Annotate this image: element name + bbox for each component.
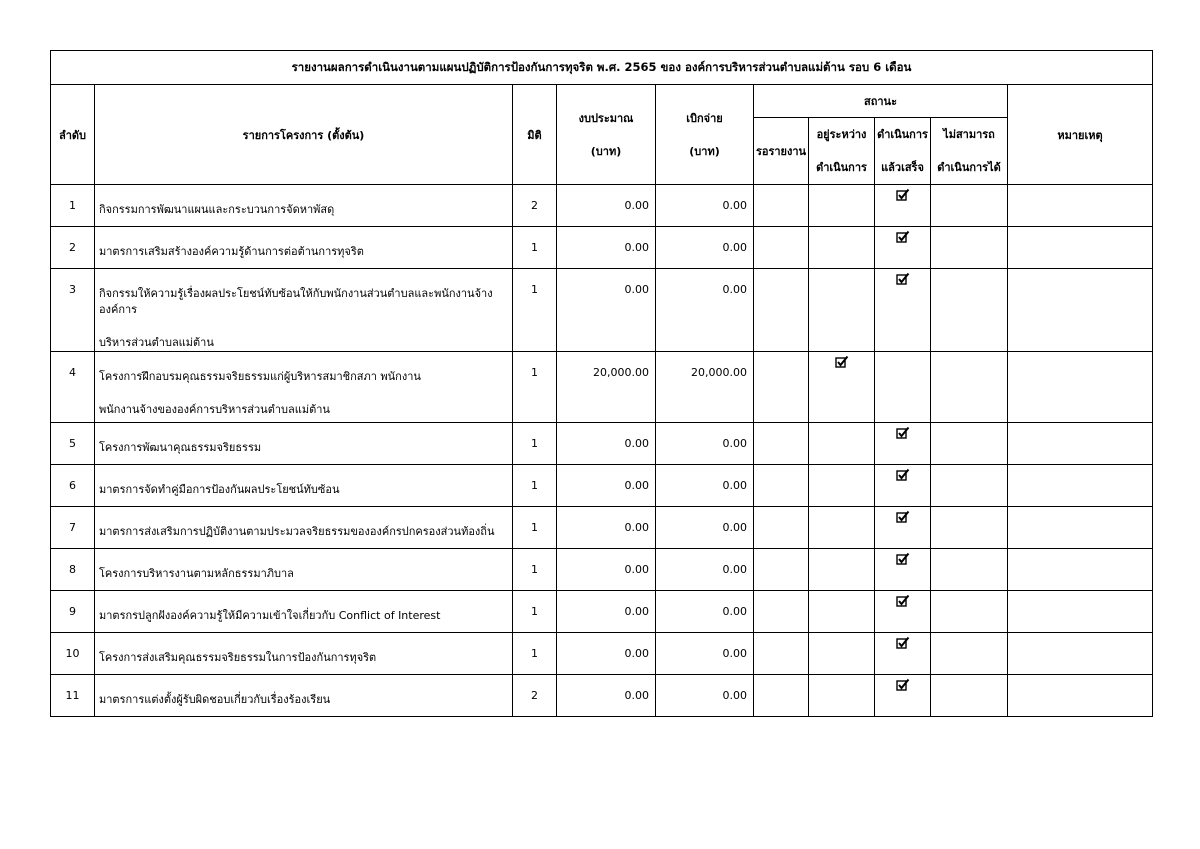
status-unable-cell xyxy=(931,633,1008,675)
dimension-cell: 2 xyxy=(513,675,557,717)
table-row xyxy=(51,423,1153,465)
table-body xyxy=(51,185,1153,717)
status-waiting-cell xyxy=(754,591,809,633)
status-unable-cell xyxy=(931,423,1008,465)
remarks-cell xyxy=(1008,423,1153,465)
row-number: 5 xyxy=(51,423,95,465)
row-number: 9 xyxy=(51,591,95,633)
checkbox-checked-icon xyxy=(896,230,910,244)
table-row xyxy=(51,269,1153,352)
header-status-unable-line1: ไม่สามารถ xyxy=(943,128,995,141)
spent-cell: 0.00 xyxy=(656,633,754,675)
table-row xyxy=(51,633,1153,675)
table-row xyxy=(51,185,1153,227)
budget-cell: 0.00 xyxy=(557,423,656,465)
spent-cell: 0.00 xyxy=(656,675,754,717)
dimension-cell: 1 xyxy=(513,269,557,352)
status-done-cell xyxy=(875,465,931,507)
status-done-cell xyxy=(875,633,931,675)
dimension-cell: 1 xyxy=(513,591,557,633)
spent-cell: 0.00 xyxy=(656,227,754,269)
project-name-cell: มาตรการส่งเสริมการปฏิบัติงานตามประมวลจริยธรรมขององค์กรปกครองส่วนท้องถิ่น xyxy=(95,507,513,549)
project-name-cell xyxy=(95,269,513,352)
header-status-in-progress xyxy=(809,118,875,185)
checkbox-checked-icon xyxy=(896,678,910,692)
header-status-in-progress-line1: อยู่ระหว่าง xyxy=(816,128,867,141)
dimension-cell: 1 xyxy=(513,352,557,423)
header-remarks: หมายเหตุ xyxy=(1008,85,1153,185)
checkbox-checked-icon xyxy=(835,355,849,369)
header-budget-line2: (บาท) xyxy=(590,144,622,158)
status-done-cell xyxy=(875,675,931,717)
budget-cell: 0.00 xyxy=(557,269,656,352)
project-name-cell xyxy=(95,352,513,423)
checkbox-checked-icon xyxy=(896,510,910,524)
table-row xyxy=(51,591,1153,633)
status-unable-cell xyxy=(931,549,1008,591)
dimension-cell: 1 xyxy=(513,507,557,549)
status-in-progress-cell xyxy=(809,549,875,591)
spent-cell: 0.00 xyxy=(656,591,754,633)
status-done-cell xyxy=(875,591,931,633)
status-unable-cell xyxy=(931,185,1008,227)
status-in-progress-cell xyxy=(809,227,875,269)
row-number: 2 xyxy=(51,227,95,269)
status-done-cell xyxy=(875,185,931,227)
header-status-unable-line2: ดำเนินการได้ xyxy=(937,161,1001,174)
checkbox-checked-icon xyxy=(896,552,910,566)
remarks-cell xyxy=(1008,591,1153,633)
table-row xyxy=(51,675,1153,717)
project-name-cell: โครงการบริหารงานตามหลักธรรมาภิบาล xyxy=(95,549,513,591)
project-name-line1: กิจกรรมให้ความรู้เรื่องผลประโยชน์ทับซ้อนให้กับพนักงานส่วนตำบลและพนักงานจ้างองค์การ xyxy=(99,287,493,316)
status-waiting-cell xyxy=(754,549,809,591)
row-number: 8 xyxy=(51,549,95,591)
table-row xyxy=(51,549,1153,591)
table-row xyxy=(51,352,1153,423)
budget-cell: 0.00 xyxy=(557,507,656,549)
row-number: 11 xyxy=(51,675,95,717)
row-number: 6 xyxy=(51,465,95,507)
header-status-waiting: รอรายงาน xyxy=(754,118,809,185)
header-status-done-line2: แล้วเสร็จ xyxy=(881,161,924,174)
status-unable-cell xyxy=(931,675,1008,717)
budget-cell: 0.00 xyxy=(557,185,656,227)
status-waiting-cell xyxy=(754,352,809,423)
header-project: รายการโครงการ (ตั้งต้น) xyxy=(95,85,513,185)
remarks-cell xyxy=(1008,185,1153,227)
spent-cell: 0.00 xyxy=(656,507,754,549)
budget-cell: 0.00 xyxy=(557,227,656,269)
project-name-cell: มาตรการแต่งตั้งผู้รับผิดชอบเกี่ยวกับเรื่องร้องเรียน xyxy=(95,675,513,717)
header-dimension: มิติ xyxy=(513,85,557,185)
row-number: 4 xyxy=(51,352,95,423)
row-number: 1 xyxy=(51,185,95,227)
header-order: ลำดับ xyxy=(51,85,95,185)
spent-cell: 20,000.00 xyxy=(656,352,754,423)
table-row xyxy=(51,507,1153,549)
project-name-cell: มาตรการจัดทำคู่มือการป้องกันผลประโยชน์ทับซ้อน xyxy=(95,465,513,507)
project-name-line2: บริหารส่วนตำบลแม่ต้าน xyxy=(99,336,214,349)
spent-cell: 0.00 xyxy=(656,185,754,227)
status-in-progress-cell xyxy=(809,507,875,549)
budget-cell: 0.00 xyxy=(557,591,656,633)
dimension-cell: 1 xyxy=(513,549,557,591)
project-name-cell: โครงการส่งเสริมคุณธรรมจริยธรรมในการป้องกันการทุจริต xyxy=(95,633,513,675)
spent-cell: 0.00 xyxy=(656,423,754,465)
budget-cell: 0.00 xyxy=(557,633,656,675)
remarks-cell xyxy=(1008,675,1153,717)
status-in-progress-cell xyxy=(809,185,875,227)
remarks-cell xyxy=(1008,549,1153,591)
header-status-unable xyxy=(931,118,1008,185)
status-in-progress-cell xyxy=(809,591,875,633)
checkbox-checked-icon xyxy=(896,188,910,202)
remarks-cell xyxy=(1008,507,1153,549)
status-done-cell xyxy=(875,549,931,591)
status-unable-cell xyxy=(931,269,1008,352)
checkbox-checked-icon xyxy=(896,468,910,482)
project-name-cell: มาตรกรปลูกฝังองค์ความรู้ให้มีความเข้าใจเกี่ยวกับ Conflict of Interest xyxy=(95,591,513,633)
header-status-done-line1: ดำเนินการ xyxy=(877,128,928,141)
checkbox-checked-icon xyxy=(896,426,910,440)
status-in-progress-cell xyxy=(809,352,875,423)
project-name-cell: โครงการพัฒนาคุณธรรมจริยธรรม xyxy=(95,423,513,465)
table-row xyxy=(51,465,1153,507)
row-number: 3 xyxy=(51,269,95,352)
dimension-cell: 2 xyxy=(513,185,557,227)
budget-cell: 0.00 xyxy=(557,675,656,717)
status-waiting-cell xyxy=(754,465,809,507)
spent-cell: 0.00 xyxy=(656,465,754,507)
dimension-cell: 1 xyxy=(513,423,557,465)
report-table xyxy=(50,50,1153,717)
remarks-cell xyxy=(1008,269,1153,352)
status-in-progress-cell xyxy=(809,675,875,717)
dimension-cell: 1 xyxy=(513,227,557,269)
status-done-cell xyxy=(875,423,931,465)
header-status: สถานะ xyxy=(754,85,1008,118)
status-done-cell xyxy=(875,227,931,269)
dimension-cell: 1 xyxy=(513,465,557,507)
checkbox-checked-icon xyxy=(896,636,910,650)
status-done-cell xyxy=(875,352,931,423)
header-spent-line1: เบิกจ่าย xyxy=(686,111,723,125)
status-waiting-cell xyxy=(754,675,809,717)
status-done-cell xyxy=(875,269,931,352)
header-spent-line2: (บาท) xyxy=(689,144,720,158)
status-waiting-cell xyxy=(754,423,809,465)
status-in-progress-cell xyxy=(809,423,875,465)
status-in-progress-cell xyxy=(809,269,875,352)
report-title: รายงานผลการดำเนินงานตามแผนปฏิบัติการป้องกันการทุจริต พ.ศ. 2565 ของ องค์การบริหารส่วนตำบลแม่ต้าน รอบ 6 เดือน xyxy=(51,51,1153,85)
status-waiting-cell xyxy=(754,269,809,352)
row-number: 7 xyxy=(51,507,95,549)
budget-cell: 0.00 xyxy=(557,549,656,591)
header-budget xyxy=(557,85,656,185)
status-waiting-cell xyxy=(754,227,809,269)
checkbox-checked-icon xyxy=(896,594,910,608)
spent-cell: 0.00 xyxy=(656,549,754,591)
status-unable-cell xyxy=(931,591,1008,633)
status-unable-cell xyxy=(931,352,1008,423)
header-spent xyxy=(656,85,754,185)
remarks-cell xyxy=(1008,352,1153,423)
remarks-cell xyxy=(1008,465,1153,507)
status-unable-cell xyxy=(931,465,1008,507)
project-name-line2: พนักงานจ้างขององค์การบริหารส่วนตำบลแม่ต้าน xyxy=(99,403,330,416)
project-name-cell: มาตรการเสริมสร้างองค์ความรู้ด้านการต่อต้านการทุจริต xyxy=(95,227,513,269)
checkbox-checked-icon xyxy=(896,272,910,286)
status-in-progress-cell xyxy=(809,465,875,507)
status-done-cell xyxy=(875,507,931,549)
spent-cell: 0.00 xyxy=(656,269,754,352)
dimension-cell: 1 xyxy=(513,633,557,675)
status-unable-cell xyxy=(931,227,1008,269)
project-name-cell: กิจกรรมการพัฒนาแผนและกระบวนการจัดหาพัสดุ xyxy=(95,185,513,227)
budget-cell: 0.00 xyxy=(557,465,656,507)
status-unable-cell xyxy=(931,507,1008,549)
header-status-done xyxy=(875,118,931,185)
status-in-progress-cell xyxy=(809,633,875,675)
status-waiting-cell xyxy=(754,507,809,549)
remarks-cell xyxy=(1008,633,1153,675)
header-status-in-progress-line2: ดำเนินการ xyxy=(816,161,867,174)
budget-cell: 20,000.00 xyxy=(557,352,656,423)
status-waiting-cell xyxy=(754,633,809,675)
status-waiting-cell xyxy=(754,185,809,227)
remarks-cell xyxy=(1008,227,1153,269)
header-budget-line1: งบประมาณ xyxy=(578,111,634,125)
row-number: 10 xyxy=(51,633,95,675)
project-name-line1: โครงการฝึกอบรมคุณธรรมจริยธรรมแก่ผู้บริหารสมาชิกสภา พนักงาน xyxy=(99,370,421,383)
table-row xyxy=(51,227,1153,269)
